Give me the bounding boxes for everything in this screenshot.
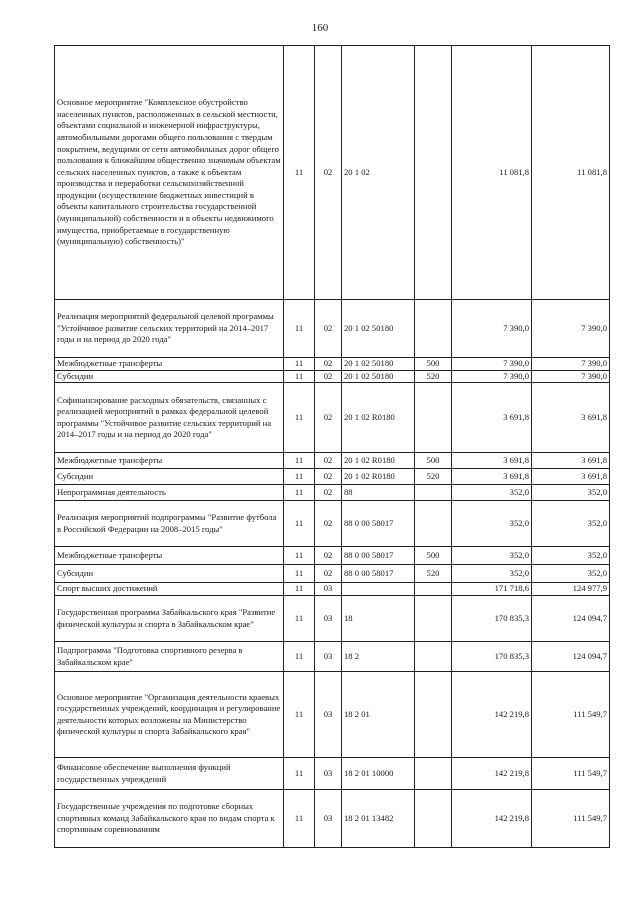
row-sum-1: 3 691,8 xyxy=(452,383,532,453)
row-target-code: 88 0 00 58017 xyxy=(342,501,415,547)
table-row xyxy=(55,469,610,485)
row-sum-2: 3 691,8 xyxy=(532,383,610,453)
row-section: 11 xyxy=(284,758,315,790)
row-section: 11 xyxy=(284,547,315,565)
row-sum-1: 3 691,8 xyxy=(452,469,532,485)
row-subsection: 02 xyxy=(315,501,342,547)
row-expense-type xyxy=(415,485,452,501)
row-section: 11 xyxy=(284,370,315,383)
table-row xyxy=(55,501,610,547)
table-row xyxy=(55,642,610,672)
row-subsection: 03 xyxy=(315,642,342,672)
row-section: 11 xyxy=(284,790,315,848)
row-expense-type xyxy=(415,300,452,358)
row-name: Основное мероприятие "Комплексное обустройство населенных пунктов, расположенных в сельской местности, объектами социальной и инженерной инфраструктуры, автомобильными дорогами общего пользования с твердым покрытием, ведущими от сети автомобильных дорог общего пользования к ближайшим общественно значимым объектам сельских населенных пунктов, а также к объектам производства и переработки сельскохозяйственной продукции (осуществление бюджетных инвестиций в объекты капитального строительства государственной (муниципальной) собственности и в объекты недвижимого имущества, приобретаемые в государственную (муниципальную) собственность)" xyxy=(55,46,284,300)
row-sum-1: 352,0 xyxy=(452,485,532,501)
row-subsection: 02 xyxy=(315,469,342,485)
row-subsection: 03 xyxy=(315,672,342,758)
row-name: Подпрограмма "Подготовка спортивного резерва в Забайкальском крае" xyxy=(55,642,284,672)
row-expense-type xyxy=(415,758,452,790)
row-target-code: 20 1 02 R0180 xyxy=(342,453,415,469)
row-expense-type xyxy=(415,46,452,300)
row-subsection: 02 xyxy=(315,547,342,565)
row-sum-1: 142 219,8 xyxy=(452,758,532,790)
row-name: Непрограммная деятельность xyxy=(55,485,284,501)
row-expense-type: 520 xyxy=(415,469,452,485)
row-target-code: 18 2 xyxy=(342,642,415,672)
row-name: Субсидии xyxy=(55,469,284,485)
row-target-code: 18 2 01 10000 xyxy=(342,758,415,790)
row-sum-1: 171 718,6 xyxy=(452,583,532,596)
row-target-code: 18 2 01 xyxy=(342,672,415,758)
row-sum-2: 111 549,7 xyxy=(532,758,610,790)
row-name: Реализация мероприятий подпрограммы "Развитие футбола в Российской Федерации на 2008–2015 годы" xyxy=(55,501,284,547)
row-sum-1: 170 835,3 xyxy=(452,642,532,672)
row-target-code: 20 1 02 R0180 xyxy=(342,383,415,453)
budget-table xyxy=(54,45,610,848)
table-row xyxy=(55,758,610,790)
row-sum-2: 3 691,8 xyxy=(532,453,610,469)
table-row xyxy=(55,485,610,501)
row-section: 11 xyxy=(284,46,315,300)
row-target-code: 20 1 02 50180 xyxy=(342,300,415,358)
row-target-code xyxy=(342,583,415,596)
table-row xyxy=(55,358,610,371)
row-name: Межбюджетные трансферты xyxy=(55,547,284,565)
row-name: Софинансирование расходных обязательств, связанных с реализацией мероприятий в рамках федеральной целевой программы "Устойчивое развитие сельских территорий на 2014–2017 годы и на период до 2020 года" xyxy=(55,383,284,453)
row-section: 11 xyxy=(284,501,315,547)
row-sum-1: 142 219,8 xyxy=(452,790,532,848)
row-subsection: 02 xyxy=(315,358,342,371)
table-row xyxy=(55,383,610,453)
row-section: 11 xyxy=(284,583,315,596)
row-subsection: 03 xyxy=(315,583,342,596)
row-target-code: 20 1 02 R0180 xyxy=(342,469,415,485)
table-row xyxy=(55,672,610,758)
page-number: 160 xyxy=(311,22,329,34)
row-sum-2: 11 081,8 xyxy=(532,46,610,300)
row-expense-type: 520 xyxy=(415,565,452,583)
row-section: 11 xyxy=(284,358,315,371)
row-name: Государственные учреждения по подготовке сборных спортивных команд Забайкальского края по видам спорта к спортивным соревнованиям xyxy=(55,790,284,848)
row-subsection: 02 xyxy=(315,46,342,300)
row-target-code: 18 2 01 13482 xyxy=(342,790,415,848)
row-section: 11 xyxy=(284,485,315,501)
row-subsection: 02 xyxy=(315,370,342,383)
row-name: Субсидии xyxy=(55,370,284,383)
row-section: 11 xyxy=(284,453,315,469)
row-sum-2: 124 094,7 xyxy=(532,596,610,642)
row-section: 11 xyxy=(284,672,315,758)
row-name: Государственная программа Забайкальского края "Развитие физической культуры и спорта в Забайкальском крае" xyxy=(55,596,284,642)
row-target-code: 20 1 02 50180 xyxy=(342,358,415,371)
row-target-code: 88 0 00 58017 xyxy=(342,565,415,583)
row-name: Межбюджетные трансферты xyxy=(55,453,284,469)
table-row xyxy=(55,46,610,300)
row-sum-2: 124 094,7 xyxy=(532,642,610,672)
row-sum-2: 352,0 xyxy=(532,485,610,501)
budget-table-body xyxy=(55,46,610,848)
row-sum-1: 142 219,8 xyxy=(452,672,532,758)
row-expense-type xyxy=(415,383,452,453)
row-sum-2: 124 977,9 xyxy=(532,583,610,596)
row-sum-2: 111 549,7 xyxy=(532,790,610,848)
row-subsection: 02 xyxy=(315,383,342,453)
row-expense-type xyxy=(415,790,452,848)
table-row xyxy=(55,596,610,642)
row-name: Реализация мероприятий федеральной целевой программы "Устойчивое развитие сельских территорий на 2014–2017 годы и на период до 2020 года" xyxy=(55,300,284,358)
row-target-code: 88 xyxy=(342,485,415,501)
row-name: Основное мероприятие "Организация деятельности краевых государственных учреждений, координация и регулирование деятельности которых возложены на Министерство физической культуры и спорта Забайкальского края" xyxy=(55,672,284,758)
row-sum-2: 352,0 xyxy=(532,547,610,565)
row-section: 11 xyxy=(284,383,315,453)
row-section: 11 xyxy=(284,596,315,642)
row-name: Финансовое обеспечение выполнения функций государственных учреждений xyxy=(55,758,284,790)
row-target-code: 20 1 02 50180 xyxy=(342,370,415,383)
row-target-code: 20 1 02 xyxy=(342,46,415,300)
row-sum-1: 11 081,8 xyxy=(452,46,532,300)
row-sum-2: 7 390,0 xyxy=(532,370,610,383)
table-row xyxy=(55,547,610,565)
row-expense-type: 520 xyxy=(415,370,452,383)
row-sum-1: 3 691,8 xyxy=(452,453,532,469)
row-sum-2: 7 390,0 xyxy=(532,358,610,371)
row-target-code: 88 0 00 58017 xyxy=(342,547,415,565)
row-sum-1: 352,0 xyxy=(452,547,532,565)
row-sum-2: 352,0 xyxy=(532,501,610,547)
row-sum-2: 7 390,0 xyxy=(532,300,610,358)
row-subsection: 03 xyxy=(315,596,342,642)
row-sum-2: 111 549,7 xyxy=(532,672,610,758)
row-sum-2: 352,0 xyxy=(532,565,610,583)
row-subsection: 02 xyxy=(315,300,342,358)
row-sum-1: 7 390,0 xyxy=(452,300,532,358)
table-row xyxy=(55,300,610,358)
row-subsection: 03 xyxy=(315,758,342,790)
row-expense-type xyxy=(415,596,452,642)
row-section: 11 xyxy=(284,565,315,583)
row-expense-type: 500 xyxy=(415,547,452,565)
row-sum-1: 7 390,0 xyxy=(452,358,532,371)
row-subsection: 02 xyxy=(315,565,342,583)
row-expense-type xyxy=(415,672,452,758)
row-target-code: 18 xyxy=(342,596,415,642)
row-section: 11 xyxy=(284,642,315,672)
row-section: 11 xyxy=(284,469,315,485)
row-subsection: 02 xyxy=(315,485,342,501)
table-row xyxy=(55,583,610,596)
row-expense-type xyxy=(415,583,452,596)
row-sum-2: 3 691,8 xyxy=(532,469,610,485)
row-sum-1: 352,0 xyxy=(452,501,532,547)
row-subsection: 02 xyxy=(315,453,342,469)
table-row xyxy=(55,370,610,383)
table-row xyxy=(55,565,610,583)
row-section: 11 xyxy=(284,300,315,358)
row-sum-1: 7 390,0 xyxy=(452,370,532,383)
row-name: Спорт высших достижений xyxy=(55,583,284,596)
row-name: Субсидии xyxy=(55,565,284,583)
row-expense-type: 500 xyxy=(415,358,452,371)
row-sum-1: 170 835,3 xyxy=(452,596,532,642)
row-expense-type xyxy=(415,642,452,672)
row-name: Межбюджетные трансферты xyxy=(55,358,284,371)
row-subsection: 03 xyxy=(315,790,342,848)
table-row xyxy=(55,790,610,848)
table-row xyxy=(55,453,610,469)
row-expense-type: 500 xyxy=(415,453,452,469)
row-sum-1: 352,0 xyxy=(452,565,532,583)
row-expense-type xyxy=(415,501,452,547)
